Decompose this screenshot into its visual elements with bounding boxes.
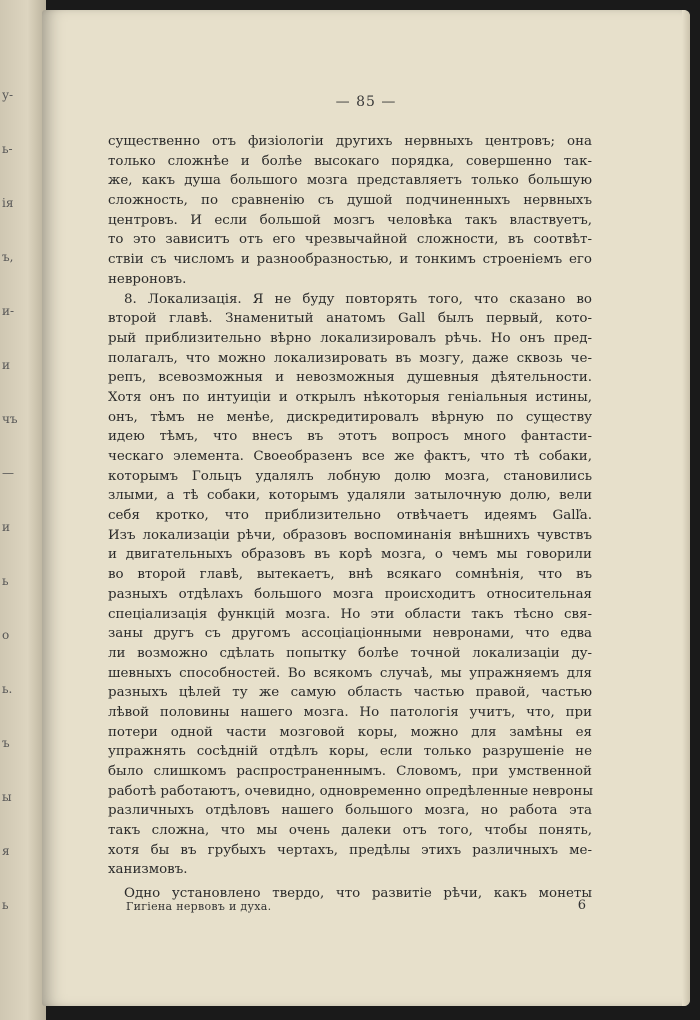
text-line: заны другъ съ другомъ ассоціаціонными невронами, что едва: [108, 626, 592, 642]
left-page-fragment: я: [2, 844, 10, 858]
text-line: же, какъ душа большого мозга представляетъ только большую: [108, 173, 592, 189]
text-line: которымъ Гольцъ удалялъ лобную долю мозга, становились: [108, 468, 592, 484]
text-line: упражнять сосѣдній отдѣлъ коры, если только разрушеніе не: [108, 744, 592, 760]
text-line: хотя бы въ грубыхъ чертахъ, предѣлы этихъ различныхъ ме-: [108, 842, 592, 858]
text-line: полагалъ, что можно локализировать въ мозгу, даже сквозь че-: [108, 350, 592, 366]
left-page-fragment: ія: [2, 196, 14, 210]
left-page-fragment: ы: [2, 790, 12, 804]
text-line: себя кротко, что приблизительно отвѣчаетъ идеямъ Galľа.: [108, 508, 592, 524]
left-page-fragment: у-: [2, 88, 14, 102]
text-line: идею тѣмъ, что внесъ въ этотъ вопросъ много фантасти-: [108, 429, 592, 445]
text-line: сложность, по сравненію съ душой подчиненныхъ нервныхъ: [108, 193, 592, 209]
text-line: то это зависитъ отъ его чрезвычайной сложности, въ соотвѣт-: [108, 232, 592, 248]
left-page-fragment: и-: [2, 304, 15, 318]
left-page-fragment: ь.: [2, 682, 13, 696]
left-page-fragment: o: [2, 628, 10, 642]
text-line: Изъ локализаціи рѣчи, образовъ воспоминанія внѣшнихъ чувствъ: [108, 527, 592, 543]
book-page: [42, 10, 690, 1006]
footer-signature-mark: 6: [577, 898, 586, 913]
left-page-fragment: чъ: [2, 412, 18, 426]
page-footer: [126, 900, 586, 920]
left-page-fragment: ъ,: [2, 250, 14, 264]
left-page-fragment: и: [2, 358, 10, 372]
left-page-fragment: ь: [2, 574, 9, 588]
page-number: — 85 —: [335, 94, 397, 110]
text-line: спеціализація функцій мозга. Но эти области такъ тѣсно свя-: [108, 606, 592, 622]
body-text: [108, 132, 592, 904]
page-edge: [682, 10, 690, 1006]
text-line: ханизмовъ.: [108, 862, 188, 878]
text-line: такъ сложна, что мы очень далеки отъ того, чтобы понять,: [108, 823, 592, 839]
text-line: 8. Локализація. Я не буду повторять того, что сказано во: [124, 291, 592, 307]
text-line: онъ, тѣмъ не менѣе, дискредитировалъ вѣрную по существу: [108, 409, 592, 425]
text-line: работѣ работаютъ, очевидно, одновременно опредѣленные невроны: [108, 783, 593, 799]
text-line: и двигательныхъ образовъ въ корѣ мозга, о чемъ мы говорили: [108, 547, 592, 563]
left-page-fragment: ь-: [2, 142, 13, 156]
text-line: было слишкомъ распространеннымъ. Словомъ, при умственной: [108, 764, 592, 779]
text-line: центровъ. И если большой мозгъ человѣка такъ властвуетъ,: [108, 212, 592, 228]
text-line: рый приблизительно вѣрно локализировалъ рѣчь. Но онъ пред-: [108, 330, 592, 346]
text-line: ствіи съ числомъ и разнообразностью, и тонкимъ строеніемъ его: [108, 252, 592, 268]
footer-book-title: Гигіена нервовъ и духа.: [126, 900, 272, 913]
left-page-edge: [0, 0, 46, 1020]
text-line: злыми, а тѣ собаки, которымъ удаляли затылочную долю, вели: [108, 488, 592, 504]
left-page-fragment: —: [2, 466, 14, 480]
text-line: Одно установлено твердо, что развитіе рѣчи, какъ монеты: [124, 886, 592, 902]
text-line: невроновъ.: [108, 271, 187, 287]
text-line: потери одной части мозговой коры, можно для замѣны ея: [108, 724, 592, 740]
text-line: во второй главѣ, вытекаетъ, внѣ всякаго сомнѣнія, что въ: [108, 567, 592, 583]
text-line: второй главѣ. Знаменитый анатомъ Gall былъ первый, кото-: [108, 311, 592, 327]
text-line: разныхъ цѣлей ту же самую область частью правой, частью: [108, 685, 592, 701]
text-line: различныхъ отдѣловъ нашего большого мозга, но работа эта: [108, 803, 592, 819]
text-line: существенно отъ физіологіи другихъ нервныхъ центровъ; она: [108, 134, 592, 149]
text-line: лѣвой половины нашего мозга. Но патологія учитъ, что, при: [108, 704, 592, 720]
text-line: репъ, всевозможныя и невозможныя душевныя дѣятельности.: [108, 370, 592, 386]
text-line: разныхъ отдѣлахъ большого мозга происходитъ относительная: [108, 586, 592, 602]
text-line: ли возможно сдѣлать попытку болѣе точной локализаціи ду-: [108, 645, 592, 661]
text-line: Хотя онъ по интуиціи и открылъ нѣкоторыя геніальныя истины,: [108, 389, 592, 405]
text-line: только сложнѣе и болѣе высокаго порядка, совершенно так-: [108, 153, 592, 169]
text-line: шевныхъ способностей. Во всякомъ случаѣ, мы упражняемъ для: [108, 665, 592, 681]
text-line: ческаго элемента. Своеобразенъ все же фактъ, что тѣ собаки,: [108, 449, 592, 464]
left-page-fragment: ь: [2, 898, 9, 912]
left-page-fragment: ъ: [2, 736, 10, 750]
left-page-fragment: и: [2, 520, 10, 534]
